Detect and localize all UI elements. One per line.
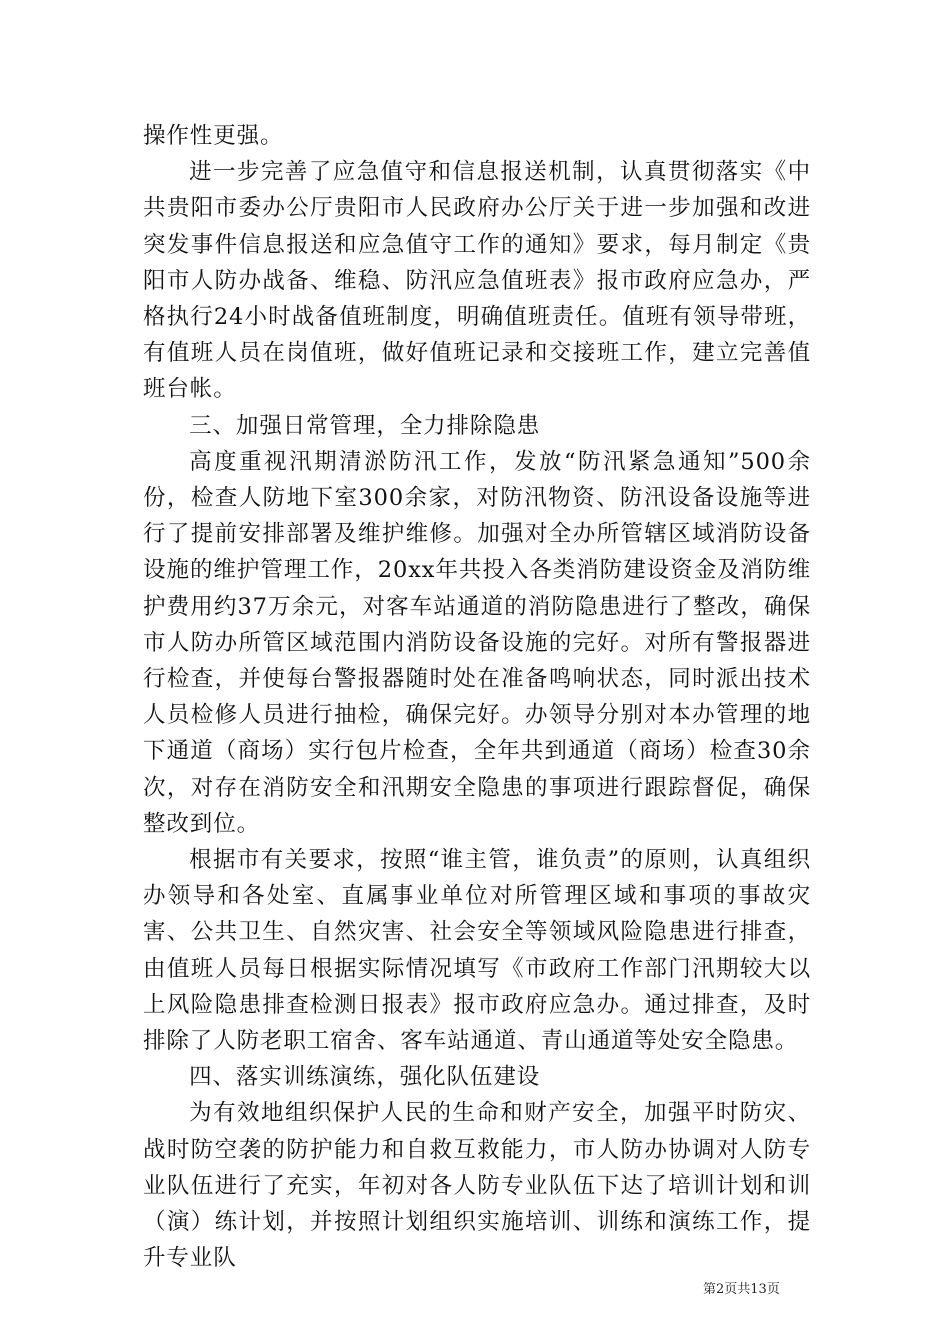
- section-heading: 三、加强日常管理，全力排除隐患: [189, 412, 541, 439]
- paragraph: 根据市有关要求，按照“谁主管，谁负责”的原则，认真组织办领导和各处室、直属事业单位对所管理区域和事项的事故灾害、公共卫生、自然灾害、社会安全等领域风险隐患进行排查，由值班人员每日根据实际情况填写《市政府工作部门汛期较大以上风险隐患排查检测日报表》报市政府应急办。通过排查，及时排除了人防老职工宿舍、客车站通道、青山通道等处安全隐患。: [143, 847, 811, 1055]
- paragraph: 进一步完善了应急值守和信息报送机制，认真贯彻落实《中共贵阳市委办公厅贵阳市人民政府办公厅关于进一步加强和改进突发事件信息报送和应急值守工作的通知》要求，每月制定《贵阳市人防办战备、维稳、防汛应急值班表》报市政府应急办，严格执行24小时战备值班制度，明确值班责任。值班有领导带班，有值班人员在岗值班，做好值班记录和交接班工作，建立完善值班台帐。: [143, 159, 811, 403]
- page-number: 第2页共13页: [703, 1282, 780, 1297]
- paragraph: 为有效地组织保护人民的生命和财产安全，加强平时防灾、战时防空袭的防护能力和自救互救能力，市人防办协调对人防专业队伍进行了充实，年初对各人防专业队伍下达了培训计划和训（演）练计划，并按照计划组织实施培训、训练和演练工作，提升专业队: [143, 1100, 811, 1272]
- paragraph: 操作性更强。: [143, 123, 284, 149]
- document-body: [143, 118, 811, 1277]
- section-heading: 四、落实训练演练，强化队伍建设: [189, 1064, 541, 1091]
- paragraph: 高度重视汛期清淤防汛工作，发放“防汛紧急通知”500余份，检查人防地下室300余家，对防汛物资、防汛设备设施等进行了提前安排部署及维护维修。加强对全办所管辖区域消防设备设施的维护管理工作，20xx年共投入各类消防建设资金及消防维护费用约37万余元，对客车站通道的消防隐患进行了整改，确保市人防办所管区域范围内消防设备设施的完好。对所有警报器进行检查，并使每台警报器随时处在准备鸣响状态，同时派出技术人员检修人员进行抽检，确保完好。办领导分别对本办管理的地下通道（商场）实行包片检查，全年共到通道（商场）检查30余次，对存在消防安全和汛期安全隐患的事项进行跟踪督促，确保整改到位。: [143, 448, 811, 837]
